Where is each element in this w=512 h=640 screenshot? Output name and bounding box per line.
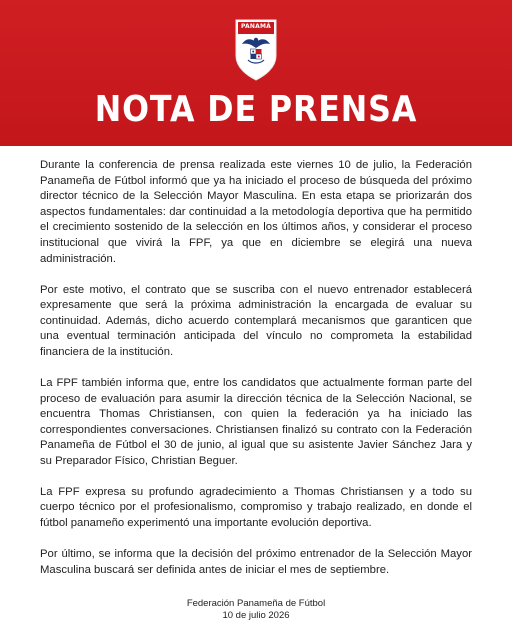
crest-text: PANAMÁ — [241, 23, 271, 30]
press-release-body — [40, 158, 472, 594]
paragraph-2: Por este motivo, el contrato que se suscriba con el nuevo entrenador establecerá expresamente que será la próxima administración la encargada de evaluar su continuidad. Además, dicho acuerdo contemplará mecanismos que garanticen que una eventual terminación anticipada del vínculo no comprometa la estabilidad financiera de la institución. — [40, 283, 472, 358]
paragraph-4: La FPF expresa su profundo agradecimiento a Thomas Christiansen y a todo su cuerpo técnico por el profesionalismo, compromiso y trabajo realizado, en donde el fútbol panameño experimentó una importante evolución deportiva. — [40, 485, 472, 530]
footer-organization: Federación Panameña de Fútbol — [186, 598, 326, 609]
footer-date: 10 de julio 2026 — [222, 610, 290, 621]
header-banner — [0, 0, 512, 146]
paragraph-5: Por último, se informa que la decisión del próximo entrenador de la Selección Mayor Masculina buscará ser definida antes de iniciar el mes de septiembre. — [40, 548, 472, 576]
fpf-crest-logo — [234, 18, 278, 82]
paragraph-3: La FPF también informa que, entre los candidatos que actualmente forman parte del proceso de evaluación para asumir la dirección técnica de la Selección Nacional, se encuentra Thomas Christiansen, con quien la federación ya ha iniciado las correspondientes conversaciones. Christiansen finalizó su contrato con la Federación Panameña de Fútbol el 30 de junio, al igual que su asistente Javier Sánchez Jara y su Preparador Físico, Christian Beguer. — [40, 376, 472, 467]
page-title: NOTA DE PRENSA — [94, 89, 418, 130]
paragraph-1: Durante la conferencia de prensa realizada este viernes 10 de julio, la Federación Panameña de Fútbol informó que ya ha iniciado el proceso de búsqueda del próximo director técnico de la Selección Mayor Masculina. En esta etapa se priorizarán dos aspectos fundamentales: dar continuidad a la metodología deportiva que ha permitido el crecimiento sostenido de la selección en los últimos años, y considerar el proceso institucional que vivirá la FPF, ya que en diciembre se elegirá una nueva administración. — [40, 159, 472, 265]
footer-signature — [0, 598, 512, 622]
